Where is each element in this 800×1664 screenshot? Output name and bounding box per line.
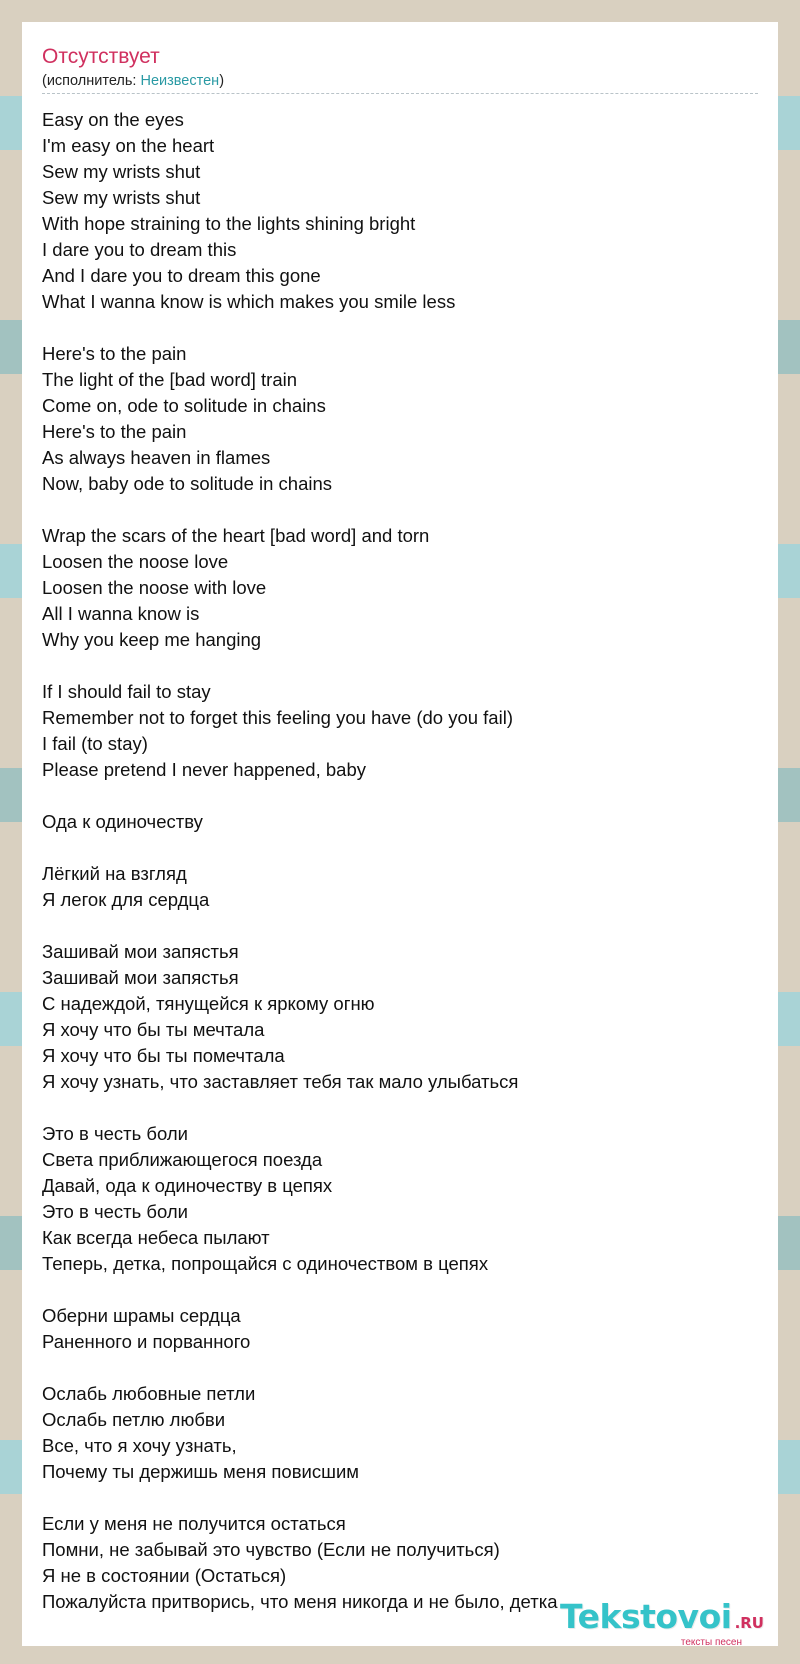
lyric-line: Come on, ode to solitude in chains (42, 395, 326, 416)
lyric-line: What I wanna know is which makes you smile less (42, 291, 456, 312)
stanza-break (42, 315, 758, 341)
lyric-line: And I dare you to dream this gone (42, 265, 321, 286)
lyric-line: Easy on the eyes (42, 109, 184, 130)
lyric-line: Все, что я хочу узнать, (42, 1435, 237, 1456)
lyrics-text (42, 107, 758, 1615)
lyric-line: Давай, ода к одиночеству в цепях (42, 1175, 333, 1196)
stanza-break (42, 497, 758, 523)
stanza-break (42, 1277, 758, 1303)
artist-line (42, 72, 758, 94)
lyric-line: Почему ты держишь меня повисшим (42, 1461, 360, 1482)
lyric-line: Loosen the noose love (42, 551, 229, 572)
stanza-break (42, 835, 758, 861)
lyric-line: Ослабь любовные петли (42, 1383, 256, 1404)
lyric-line: Ода к одиночеству (42, 811, 203, 832)
artist-suffix: ) (219, 73, 225, 89)
lyric-line: Sew my wrists shut (42, 161, 201, 182)
lyric-line: Please pretend I never happened, baby (42, 759, 366, 780)
lyric-line: Света приближающегося поезда (42, 1149, 323, 1170)
lyric-line: Я легок для сердца (42, 889, 210, 910)
lyric-line: If I should fail to stay (42, 681, 211, 702)
logo-tagline: тексты песен (680, 1637, 742, 1648)
lyric-line: Это в честь боли (42, 1201, 188, 1222)
lyric-line: Зашивай мои запястья (42, 941, 239, 962)
lyric-line: All I wanna know is (42, 603, 200, 624)
lyric-line: Пожалуйста притворись, что меня никогда и не было, детка (42, 1591, 558, 1612)
lyric-line: Если у меня не получится остаться (42, 1513, 346, 1534)
lyric-line: Here's to the pain (42, 421, 187, 442)
stanza-break (42, 653, 758, 679)
stanza-break (42, 913, 758, 939)
site-logo[interactable] (560, 1599, 764, 1648)
lyric-line: Как всегда небеса пылают (42, 1227, 270, 1248)
lyric-line: I'm easy on the heart (42, 135, 215, 156)
stanza-break (42, 1485, 758, 1511)
lyric-line: The light of the [bad word] train (42, 369, 298, 390)
song-title: Отсутствует (42, 45, 160, 68)
lyric-line: Here's to the pain (42, 343, 187, 364)
lyric-line: With hope straining to the lights shining bright (42, 213, 416, 234)
lyric-line: Теперь, детка, попрощайся с одиночеством в цепях (42, 1253, 489, 1274)
lyric-line: Ослабь петлю любви (42, 1409, 226, 1430)
lyric-line: Sew my wrists shut (42, 187, 201, 208)
stanza-break (42, 783, 758, 809)
lyric-line: Помни, не забывай это чувство (Если не получиться) (42, 1539, 500, 1560)
lyric-line: Why you keep me hanging (42, 629, 262, 650)
lyric-line: Зашивай мои запястья (42, 967, 239, 988)
artist-link[interactable]: Неизвестен (140, 73, 220, 89)
lyric-line: Я хочу что бы ты мечтала (42, 1019, 265, 1040)
logo-main-text: Tekstovoi (560, 1597, 732, 1636)
lyric-line: Я не в состоянии (Остаться) (42, 1565, 287, 1586)
stanza-break (42, 1095, 758, 1121)
lyric-line: Loosen the noose with love (42, 577, 267, 598)
lyric-line: Раненного и порванного (42, 1331, 251, 1352)
lyric-line: Now, baby ode to solitude in chains (42, 473, 333, 494)
lyric-line: Оберни шрамы сердца (42, 1305, 241, 1326)
lyric-line: Wrap the scars of the heart [bad word] and torn (42, 525, 430, 546)
lyric-line: I fail (to stay) (42, 733, 148, 754)
logo-domain: .RU (734, 1614, 764, 1632)
stanza-break (42, 1355, 758, 1381)
logo-wordmark (560, 1599, 764, 1641)
lyric-line: I dare you to dream this (42, 239, 237, 260)
lyric-line: As always heaven in flames (42, 447, 271, 468)
lyric-line: С надеждой, тянущейся к яркому огню (42, 993, 375, 1014)
lyric-line: Это в честь боли (42, 1123, 188, 1144)
lyric-line: Remember not to forget this feeling you have (do you fail) (42, 707, 513, 728)
lyric-line: Лёгкий на взгляд (42, 863, 187, 884)
lyric-line: Я хочу узнать, что заставляет тебя так мало улыбаться (42, 1071, 519, 1092)
lyric-line: Я хочу что бы ты помечтала (42, 1045, 285, 1066)
artist-prefix: (исполнитель: (42, 73, 141, 89)
lyrics-card (22, 22, 778, 1646)
